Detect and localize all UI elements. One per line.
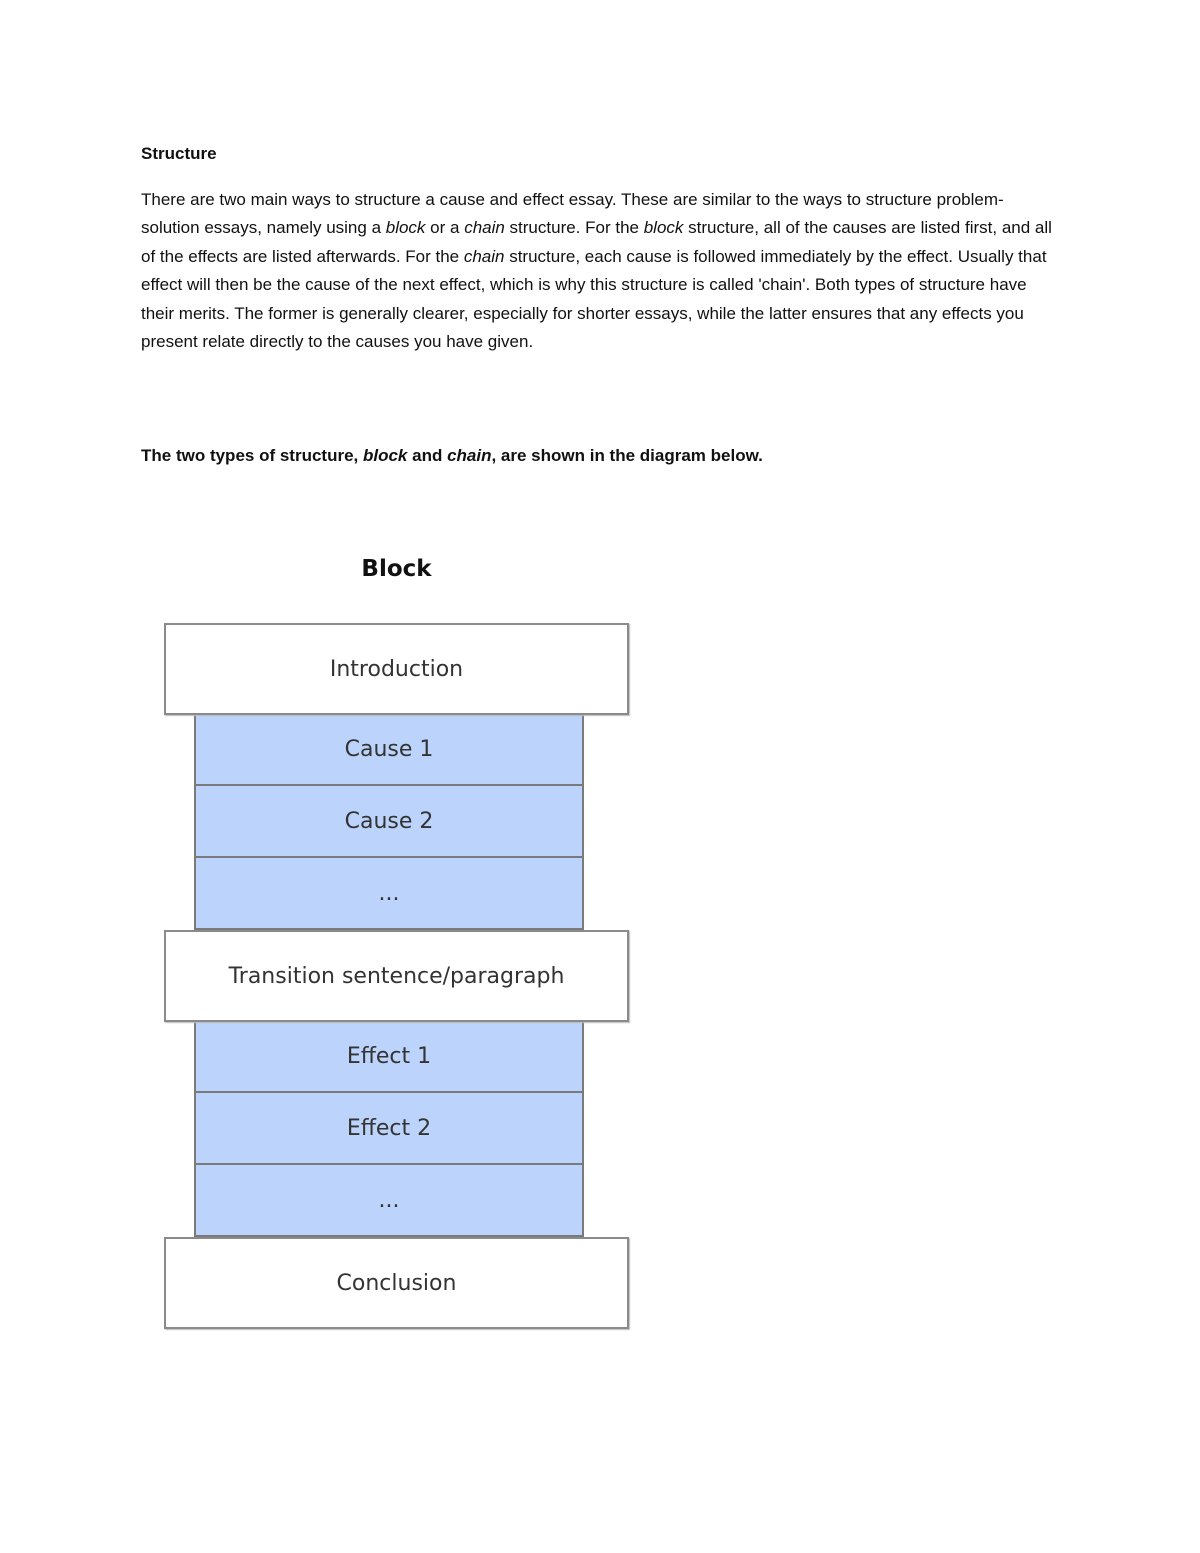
paragraph-text: structure, all of the causes are listed first, and all of the effects are listed afterwards. For the — [141, 218, 1052, 266]
paragraph-emphasis: chain — [464, 218, 505, 238]
body-paragraph — [141, 186, 1061, 356]
transition-box: Transition sentence/paragraph — [164, 930, 629, 1022]
introduction-box: Introduction — [164, 623, 629, 715]
caption-emphasis: block — [362, 446, 408, 465]
paragraph-emphasis: chain — [463, 246, 505, 266]
cause-ellipsis-box: ... — [194, 858, 584, 930]
paragraph-text: or a — [425, 218, 465, 238]
paragraph-text: There are two main ways to structure a cause and effect essay. These are similar to the ways to structure problem-solution essays, namely using a — [141, 190, 1004, 238]
diagram-title: Block — [361, 556, 432, 582]
cause-1-box: Cause 1 — [194, 714, 584, 786]
caption-text: , are shown in the diagram below. — [491, 446, 763, 465]
effect-ellipsis-box: ... — [194, 1165, 584, 1237]
cause-2-box: Cause 2 — [194, 786, 584, 858]
paragraph-emphasis: block — [643, 218, 684, 238]
caption-text: The two types of structure, — [141, 446, 363, 465]
section-heading: Structure — [141, 144, 217, 163]
effect-1-box: Effect 1 — [194, 1021, 584, 1093]
effect-2-box: Effect 2 — [194, 1093, 584, 1165]
conclusion-box: Conclusion — [164, 1237, 629, 1329]
paragraph-text: structure. For the — [504, 218, 644, 238]
diagram-caption — [141, 446, 763, 466]
caption-text: and — [407, 446, 448, 465]
paragraph-text: structure, each cause is followed immediately by the effect. Usually that effect will then be the cause of the next effect, which is why this structure is called 'chain'. Both types of structure have their merits. The former is generally clearer, especially for shorter essays, while the latter ensures that any effects you present relate directly to the causes you have given. — [141, 246, 1047, 352]
paragraph-emphasis: block — [385, 218, 426, 238]
caption-emphasis: chain — [447, 446, 492, 465]
